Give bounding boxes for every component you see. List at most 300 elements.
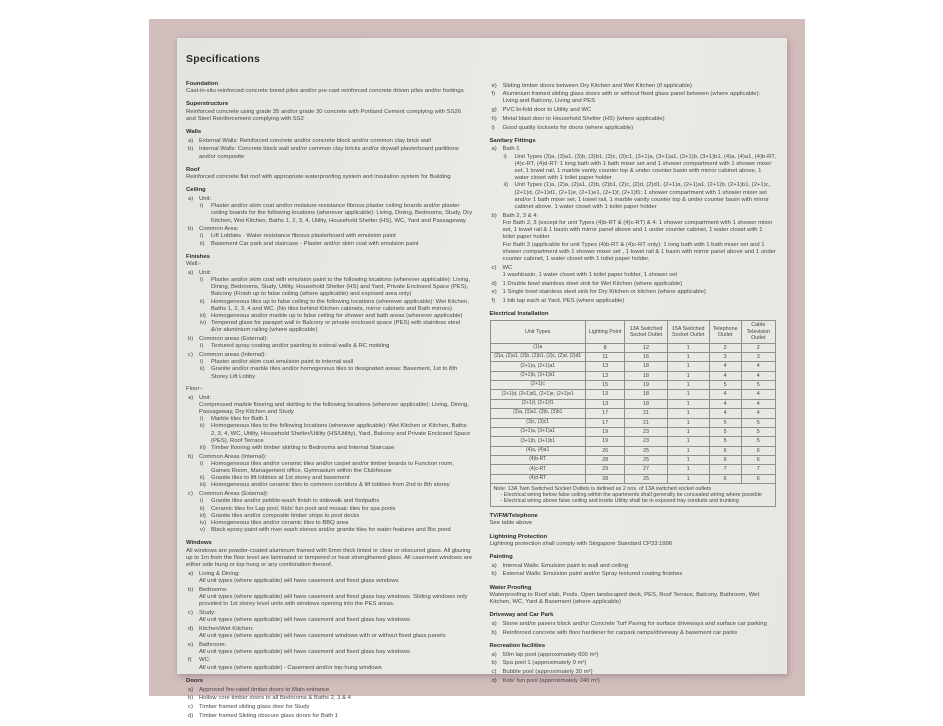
list-marker: ii) [200, 423, 205, 430]
line-text: Internal Walls: Concrete block wall and/or common clay bricks and/or drywall plasterboard partitions and/or composite [199, 146, 459, 160]
line-text: Kitchen/Wet Kitchen: [199, 625, 254, 632]
spec-line [186, 520, 473, 527]
value-cell: 5 [709, 381, 741, 390]
value-cell: 4 [709, 390, 741, 399]
spec-line [490, 660, 777, 667]
line-text: Timber framed Sliding obscure glass doors for Bath 1 [199, 712, 338, 719]
photo-backdrop [149, 19, 805, 719]
value-cell: 1 [667, 474, 709, 483]
table-row [490, 446, 776, 455]
line-text: 1 washbasin, 1 water closet with 1 toilet paper holder, 1 shower set [502, 271, 678, 278]
spec-line [490, 146, 777, 153]
spec-line [186, 196, 473, 203]
line-text: Granite tiles and/or composite timber strips to pool decks [211, 512, 360, 519]
line-text: Stone and/or pavers block and/or Concrete Turf Paving for surface driveways and surface car parking [502, 621, 767, 627]
line-text: Basement Car park and staircase - Plaster and/or skim coat with emulsion paint [211, 240, 419, 247]
table-row [490, 371, 776, 380]
line-text: Compressed marble flooring and skirting to the following locations (wherever applicable): Living, Dining, Passageway, Dry Kitchen and Study [199, 401, 469, 415]
value-cell: 6 [709, 474, 741, 483]
value-cell: 2 [741, 343, 775, 352]
line-text: Bath 2, 3 & 4: [502, 212, 539, 219]
spec-line [186, 423, 473, 445]
spec-line [490, 289, 777, 296]
list-marker: b) [188, 146, 194, 153]
spec-line [186, 695, 473, 702]
value-cell: 1 [667, 390, 709, 399]
line-text: Study: [199, 609, 216, 616]
spec-line [186, 475, 473, 482]
line-text: Unit: [199, 394, 212, 401]
list-marker: i) [200, 343, 204, 350]
spec-line [186, 506, 473, 513]
value-cell: 1 [667, 343, 709, 352]
value-cell: 1 [667, 456, 709, 465]
value-cell: 12 [625, 343, 667, 352]
line-text: PVC bi-fold door to Utility and WC [502, 107, 592, 114]
value-cell: 19 [585, 437, 625, 446]
line-text: Sliding timber doors between Dry Kitchen and Wet Kitchen (if applicable) [502, 82, 692, 89]
line-text: Approved fire-rated timber doors to Main entrance [199, 686, 330, 693]
list-marker: a) [491, 146, 497, 153]
spec-line [490, 272, 777, 279]
spec-section [490, 534, 777, 548]
value-cell: 5 [709, 427, 741, 436]
list-marker [492, 242, 503, 264]
line-text: Granite and/or marble tiles and/or homogenous tiles to designated areas: Basement, 1st to 8th Storey Lift Lobby [211, 366, 458, 380]
line-text: 1 bib tap each at Yard, PES (where applicable) [502, 297, 625, 304]
list-marker: i) [200, 498, 204, 505]
section-heading: Superstructure [186, 101, 229, 108]
spec-line [186, 642, 473, 649]
list-marker: ii) [200, 505, 205, 512]
table-notes [490, 484, 776, 507]
unit-type-cell: (4)b-RT [490, 456, 585, 465]
spec-line [186, 527, 473, 534]
spec-line [186, 657, 473, 664]
section-heading: Roof [186, 166, 200, 173]
spec-section [186, 678, 473, 720]
line-text: All unit types (where applicable) will have casement and fixed glass windows [199, 577, 399, 584]
line-text: Unit Types (3)a, (3)a1, (3)b, (3)b1, (3)c, (3)c1, (3+1)a, (3+1)a1, (3+1)b, (3+1)b1, (4)a, (4)a1, (4)b-RT, (4)c-RT, (4)d-RT: 1 long bath with 1 bath mixer set and 1 shower compartment with 1 shower mixer set, 1 towel rail, 1 marble vanity counter top & under counter basin with mirror cabinet above, 1 water closet with 1 toilet paper holder [514, 153, 776, 182]
spec-section [490, 138, 777, 305]
value-cell: 7 [709, 465, 741, 474]
line-text: Granite tiles and/or pebble-wash finish to sidewalk and footpaths [211, 498, 380, 505]
spec-line [186, 626, 473, 633]
spec-line [186, 203, 473, 225]
spec-line [186, 571, 473, 578]
value-cell: 19 [625, 381, 667, 390]
spec-line [490, 125, 777, 132]
list-marker: b) [188, 695, 194, 702]
spec-line [186, 241, 473, 248]
spec-line [186, 665, 473, 672]
spec-line [186, 395, 473, 402]
line-text: All unit types (where applicable) will have casement windows with or without fixed glass panels [199, 632, 446, 639]
section-heading: TV/FM/Telephone [489, 513, 538, 520]
section-heading: Recreation facilities [489, 642, 546, 649]
line-text: Hollow core timber doors to all Bedrooms & Baths 2, 3 & 4 [199, 695, 351, 702]
list-marker: b) [188, 453, 194, 460]
line-text: Plaster and/or skim coat emulsion paint to internal wall [211, 359, 354, 366]
value-cell: 13 [585, 390, 625, 399]
line-text: For Bath 3 (applicable for unit Types (4)b-RT & (4)c-RT only): 1 long bath with 1 bath mixer set and 1 shower compartment with 1 shower mixer set , 1 towel rail & 1 basin with mirror panel above and 1 under counter cabinet, 1 water closet with 1 toilet paper holder. [502, 241, 776, 262]
value-cell: 1 [667, 381, 709, 390]
line-text: Unit Types (1)a, (2)a, (2)a1, (2)b, (2)b1, (2)c, (2)d, (2)d1, (2+1)a, (2+1)a1, (2+1)b, (2+1)b1, (2+1)c, (2+1)d, (2+1)d1, (2+1)e, (2+1)e1, (2+1)f, (2+1)f1: 1 shower compartment with 1 shower mixer set and/or 1 bath mixer set, 1 towel rail, 1 marble vanity counter top & under counter basin with mirror cabinet above, 1 water closet with 1 toilet paper holder [514, 182, 771, 211]
list-marker: e) [491, 82, 497, 89]
spec-line [186, 270, 473, 277]
spec-line [186, 454, 473, 461]
value-cell: 11 [585, 352, 625, 361]
line-text: All unit types (where applicable) - Casement and/or top-hung windows [199, 664, 382, 671]
value-cell: 15 [585, 381, 625, 390]
value-cell: 6 [741, 446, 775, 455]
unit-type-cell: (2+1)f, (2+1)f1 [490, 399, 585, 408]
list-marker: e) [491, 289, 497, 296]
spec-line [186, 617, 473, 624]
line-text: Tempered glass for parapet wall in Balcony or private enclosed space (PES) with stainless steel &/or aluminium railing (where applicable) [211, 320, 461, 334]
value-cell: 16 [625, 352, 667, 361]
spec-line [490, 669, 777, 676]
list-marker: c) [188, 491, 193, 498]
value-cell: 1 [667, 362, 709, 371]
value-cell: 1 [667, 437, 709, 446]
unit-type-cell: (2+1)a, (2+1)a1 [490, 362, 585, 371]
value-cell: 4 [741, 409, 775, 418]
spec-line [186, 587, 473, 594]
spec-line: Lightning protection shall comply with Singapore Standard CP33:1996 [489, 540, 673, 547]
column-header: 15A Switched Socket Outlet [667, 321, 709, 343]
list-marker: c) [491, 264, 497, 271]
line-text: Common Areas (External): [199, 491, 269, 498]
list-marker [188, 402, 199, 416]
spec-line [186, 633, 473, 640]
list-marker: b) [491, 629, 497, 636]
spec-line [490, 242, 777, 264]
value-cell: 4 [709, 371, 741, 380]
spec-line [490, 678, 777, 685]
value-cell: 4 [741, 390, 775, 399]
value-cell: 6 [709, 456, 741, 465]
list-marker: a) [188, 394, 194, 401]
line-text: Homogeneous tiles up to false ceiling to the following locations (wherever applicable): Wet Kitchen, Baths 1, 2, 3, 4 and WC. (No tiles behind Kitchen cabinets, mirror cabinets and Bath mirrors) [211, 298, 469, 312]
value-cell: 27 [625, 465, 667, 474]
value-cell: 5 [741, 381, 775, 390]
spec-section [490, 83, 777, 132]
table-row [490, 399, 776, 408]
spec-line [490, 91, 777, 105]
right-column [490, 81, 777, 726]
list-marker: iii) [200, 482, 206, 489]
spec-line [490, 83, 777, 90]
list-marker: d) [491, 280, 497, 287]
spec-line [490, 571, 777, 578]
line-text: Unit: [199, 195, 212, 202]
value-cell: 4 [709, 399, 741, 408]
spec-line [490, 652, 777, 659]
list-marker: e) [188, 641, 194, 648]
unit-type-cell: (4)d-RT [490, 474, 585, 483]
table-row [490, 474, 776, 483]
line-text: Bath 1 [502, 146, 520, 153]
value-cell: 13 [585, 371, 625, 380]
list-marker: d) [491, 677, 497, 684]
page-content [177, 38, 787, 726]
list-marker: ii) [503, 182, 509, 189]
column-header: Unit Types [490, 321, 585, 343]
list-marker: a) [491, 621, 497, 627]
line-text: Marble tiles for Bath 1 [211, 416, 269, 423]
spec-line [186, 498, 473, 505]
line-text: Homogeneous tiles and/or ceramic tiles and/or carpet and/or timber boards to Function room, Games Room, Management office, Gymnasium within the Clubhouse [211, 460, 454, 475]
line-text: Bedrooms: [199, 586, 228, 593]
spec-line [186, 578, 473, 585]
spec-section [186, 167, 473, 181]
list-marker: iv) [200, 320, 207, 327]
line-text: Reinforced concrete with floor hardener for carpark ramps/driveway & basement car parks [502, 629, 738, 636]
list-marker: f) [491, 297, 496, 304]
spec-line [186, 704, 473, 711]
spec-line [490, 630, 777, 637]
list-marker: i) [200, 460, 204, 467]
line-text: Bathroom: [199, 641, 227, 648]
page-title: Specifications [186, 53, 260, 65]
column-header: 13A Switched Socket Outlet [625, 321, 667, 343]
line-text: Common areas (External): [199, 336, 269, 343]
value-cell: 29 [585, 465, 625, 474]
list-marker: f) [491, 91, 496, 98]
table-row [490, 418, 776, 427]
value-cell: 20 [585, 446, 625, 455]
value-cell: 7 [741, 465, 775, 474]
electrical-installation-table [490, 320, 777, 507]
table-note-row [490, 484, 776, 507]
value-cell: 13 [585, 399, 625, 408]
line-text: Granite tiles to lift lobbies at 1st storey and basement [211, 475, 350, 482]
list-marker: iii) [200, 444, 206, 451]
list-marker: i) [200, 203, 204, 210]
spec-line [186, 313, 473, 320]
list-marker: b) [188, 336, 194, 343]
table-row [490, 456, 776, 465]
spec-section [186, 254, 473, 535]
value-cell: 25 [625, 474, 667, 483]
spec-line [186, 233, 473, 240]
line-text: For Bath 2, 3 (except for unit Types (4)b-RT & (4)c-RT) & 4: 1 shower compartment with 1 shower mixer set, 1 towel rail & 1 basin with mirror panel above and 1 under counter cabinet, 1 water closet with 1 toilet paper holder [502, 219, 773, 241]
section-heading: Ceiling [186, 187, 206, 194]
line-text: Homogeneous and/or ceramic tiles to common corridors & lift lobbies from 2nd to 8th storey [211, 482, 450, 489]
spec-line [490, 563, 777, 570]
spec-line [186, 594, 473, 608]
list-marker: a) [188, 269, 194, 276]
list-marker: b) [491, 212, 497, 219]
value-cell: 21 [625, 418, 667, 427]
spec-section [490, 554, 777, 579]
list-marker: c) [491, 669, 497, 676]
value-cell: 4 [741, 399, 775, 408]
list-marker: a) [188, 570, 194, 577]
spec-section [186, 81, 473, 95]
value-cell: 1 [667, 409, 709, 418]
spec-line [186, 343, 473, 350]
value-cell: 3 [709, 352, 741, 361]
list-marker: i) [200, 233, 204, 240]
value-cell: 18 [625, 371, 667, 380]
spec-line [490, 621, 777, 628]
list-marker: c) [188, 352, 193, 358]
value-cell: 1 [667, 418, 709, 427]
spec-line [490, 213, 777, 220]
value-cell: 18 [625, 399, 667, 408]
list-marker [492, 220, 503, 242]
spec-line [186, 687, 473, 694]
spec-line [186, 299, 473, 313]
spec-section [186, 540, 473, 671]
line-text: External Walls: Reinforced concrete and/or concrete block and/or common clay brick wall [199, 137, 431, 144]
list-marker: ii) [200, 366, 205, 373]
list-marker [188, 578, 199, 585]
table-header [490, 321, 776, 343]
section-heading: Sanitary Fittings [489, 137, 536, 144]
value-cell: 1 [667, 352, 709, 361]
column-header: Lighting Point [585, 321, 625, 343]
line-text: Plaster and/or skim coat and/or moisture resistance fibrous plaster ceiling boards and/or plaster ceiling boards for the following locations (wherever applicable): Living, Dining, Bedrooms, Study, Dry Kitchen, Wet Kitchen, Baths 1, 2, 3, 4, Utility, Household Shelter (HS), WC, Yard and Passageway [211, 203, 473, 224]
spec-line [186, 366, 473, 380]
spec-line [186, 482, 473, 489]
value-cell: 18 [625, 390, 667, 399]
columns [186, 81, 776, 726]
value-cell: 13 [585, 362, 625, 371]
list-marker: i) [503, 153, 507, 160]
line-text: Common areas (Internal): [199, 352, 267, 358]
section-heading: Doors [186, 677, 204, 684]
line-text: Bubble pool (approximately 30 m²) [502, 669, 593, 676]
unit-type-cell: (2+1)c [490, 381, 585, 390]
list-marker: b) [491, 571, 497, 578]
table-header-row [490, 321, 776, 343]
list-marker: i) [200, 416, 204, 423]
list-marker: b) [491, 660, 497, 667]
line-text: Timber framed sliding glass door for Study [199, 703, 310, 710]
spec-line [490, 265, 777, 272]
line-text: All unit types (where applicable) will have casement and fixed glass bay windows [199, 616, 410, 623]
value-cell: 5 [709, 437, 741, 446]
list-marker: c) [188, 609, 193, 616]
list-marker: i) [200, 359, 204, 366]
spec-line [490, 182, 777, 211]
value-cell: 4 [741, 362, 775, 371]
spec-line [186, 146, 473, 160]
line-text: Homogeneous tiles to the following locations (wherever applicable): Wet Kitchen or Kitchen, Baths 2, 3, 4, WC, Utility, Household Shelter/Utility (HS/Utility), Yard, Balcony and Private Enclosed Space (PES), Roof Terrace [211, 423, 471, 444]
spec-line [186, 336, 473, 343]
value-cell: 23 [625, 427, 667, 436]
note-line: Note: 13A Twin Switched Socket Outlets is defined as 2 nos. of 13A switched socket outlets [493, 485, 712, 492]
list-marker [188, 665, 199, 672]
table-row [490, 362, 776, 371]
section-heading: Lightning Protection [489, 533, 548, 540]
list-marker: ii) [200, 298, 205, 305]
spec-section [186, 129, 473, 161]
table-row [490, 409, 776, 418]
spec-line: Reinforced concrete using grade 35 and/or grade 30 concrete with Portland Cement complying with SS26 and Steel Reinforcement complying with SS2 [186, 108, 462, 122]
brochure-page [177, 38, 787, 719]
value-cell: 6 [741, 474, 775, 483]
table-row [490, 390, 776, 399]
list-marker: a) [188, 195, 194, 202]
list-marker: a) [188, 137, 194, 144]
list-marker: iii) [200, 312, 206, 319]
list-marker: i) [200, 276, 204, 283]
unit-type-cell: (4)c-RT [490, 465, 585, 474]
line-text: Metal blast door to Household Shelter (HS) (where applicable) [502, 115, 665, 122]
value-cell: 1 [667, 427, 709, 436]
list-marker: ii) [200, 240, 205, 247]
value-cell: 1 [667, 465, 709, 474]
value-cell: 25 [625, 446, 667, 455]
unit-type-cell: (3)c, (3)c1 [490, 418, 585, 427]
list-marker: d) [188, 625, 194, 632]
list-marker: d) [188, 712, 194, 719]
spec-line [186, 277, 473, 299]
value-cell: 5 [741, 437, 775, 446]
value-cell: 8 [585, 343, 625, 352]
line-text: 1 Double bowl stainless steel sink for Wet Kitchen (where applicable) [502, 280, 683, 287]
line-text: All unit types (where applicable) will have casement and fixed glass bay windows [199, 648, 410, 655]
unit-type-cell: (2)a, (2)a1, (2)b, (2)b1, (2)c, (2)d, (2)d1 [490, 352, 585, 361]
unit-type-cell: (4)a, (4)a1 [490, 446, 585, 455]
spec-section [490, 612, 777, 637]
unit-type-cell: (3+1)a, (3+1)a1 [490, 427, 585, 436]
spec-line [490, 281, 777, 288]
list-marker: a) [491, 651, 497, 658]
line-text: Kids' fun pool (approximately 240 m²) [502, 677, 600, 684]
line-text: Common Areas (Internal): [199, 453, 267, 460]
list-marker: b) [188, 226, 194, 233]
section-heading: Walls [186, 129, 202, 136]
value-cell: 4 [709, 362, 741, 371]
unit-type-cell: (1)a [490, 343, 585, 352]
spec-line [186, 359, 473, 366]
list-marker: g) [491, 107, 497, 114]
spec-line: Reinforced concrete flat roof with appropriate waterproofing system and insulation system for Building [186, 174, 451, 181]
value-cell: 17 [585, 409, 625, 418]
spec-line [490, 107, 777, 114]
section-heading: Painting [489, 554, 513, 561]
line-text: Lift Lobbies - Water resistance fibrous plasterboard with emulsion paint [211, 233, 396, 240]
value-cell: 5 [741, 418, 775, 427]
list-marker [188, 594, 199, 608]
spec-line [186, 649, 473, 656]
list-marker [188, 617, 199, 624]
spec-section [186, 101, 473, 123]
list-marker [188, 649, 199, 656]
section-heading: Windows [186, 540, 212, 547]
value-cell: 18 [625, 362, 667, 371]
list-marker [492, 272, 503, 279]
value-cell: 19 [585, 427, 625, 436]
list-marker: v) [200, 527, 205, 534]
spec-section [490, 585, 777, 607]
value-cell: 5 [709, 418, 741, 427]
spec-line [490, 154, 777, 183]
line-text: Homogeneous and/or marble up to false ceiling for shower and bath areas (wherever applicable) [211, 312, 463, 319]
line-text: WC [502, 264, 513, 271]
section-heading: Driveway and Car Park [489, 612, 554, 619]
value-cell: 28 [585, 474, 625, 483]
spec-line [490, 220, 777, 242]
value-cell: 4 [709, 409, 741, 418]
list-marker: i) [491, 124, 495, 131]
unit-type-cell: (2+1)b, (2+1)b1 [490, 371, 585, 380]
